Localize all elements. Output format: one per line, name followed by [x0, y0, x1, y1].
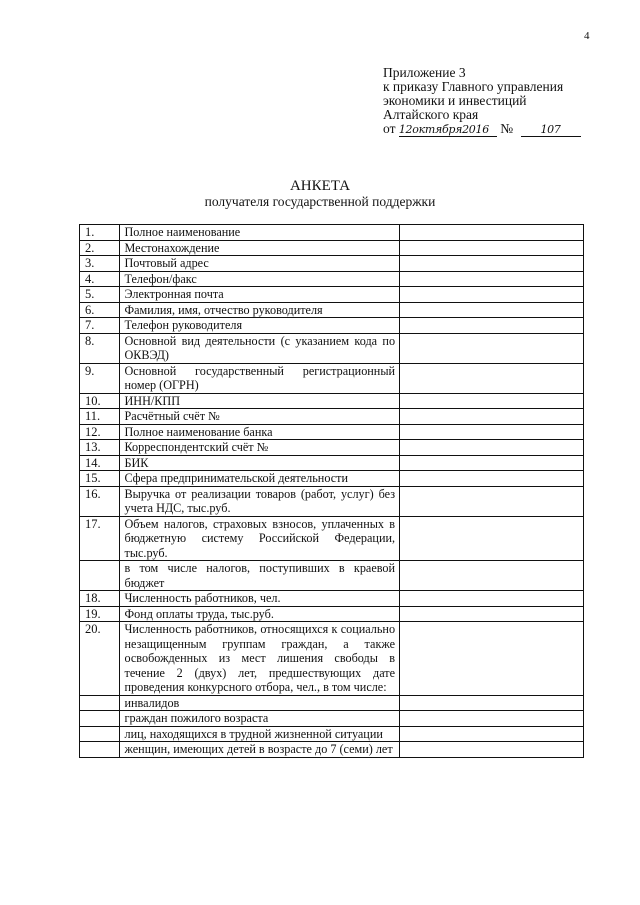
form-row: [80, 287, 584, 303]
form-title: АНКЕТА: [289, 178, 351, 194]
row-number: 8.: [80, 333, 120, 363]
row-number: 13.: [80, 440, 120, 456]
row-number: 12.: [80, 424, 120, 440]
row-label: Численность работников, относящихся к социально незащищенным группам граждан, а также освобожденных из мест лишения свободы в течение 2 (двух) лет, предшествующих дате проведения конкурсного отбора, чел., в том числе:: [119, 622, 400, 696]
row-label: граждан пожилого возраста: [119, 711, 400, 727]
row-value-cell[interactable]: [400, 225, 584, 241]
row-number: [80, 561, 120, 591]
row-value-cell[interactable]: [400, 333, 584, 363]
row-number: 4.: [80, 271, 120, 287]
row-label: Выручка от реализации товаров (работ, услуг) без учета НДС, тыс.руб.: [119, 486, 400, 516]
form-row: [80, 711, 584, 727]
row-number: 16.: [80, 486, 120, 516]
row-number: 1.: [80, 225, 120, 241]
row-label: Телефон/факс: [119, 271, 400, 287]
form-row: [80, 516, 584, 561]
row-value-cell[interactable]: [400, 455, 584, 471]
row-label: Фамилия, имя, отчество руководителя: [119, 302, 400, 318]
row-number: 9.: [80, 363, 120, 393]
form-row: [80, 424, 584, 440]
row-value-cell[interactable]: [400, 695, 584, 711]
row-number: 15.: [80, 471, 120, 487]
row-value-cell[interactable]: [400, 393, 584, 409]
row-value-cell[interactable]: [400, 486, 584, 516]
form-row: [80, 455, 584, 471]
row-label: лиц, находящихся в трудной жизненной ситуации: [119, 726, 400, 742]
form-row: [80, 471, 584, 487]
form-row: [80, 225, 584, 241]
row-number: 20.: [80, 622, 120, 696]
row-value-cell[interactable]: [400, 606, 584, 622]
form-row: [80, 409, 584, 425]
row-label: Полное наименование банка: [119, 424, 400, 440]
form-row: [80, 695, 584, 711]
row-value-cell[interactable]: [400, 561, 584, 591]
row-value-cell[interactable]: [400, 240, 584, 256]
form-row: [80, 271, 584, 287]
row-value-cell[interactable]: [400, 516, 584, 561]
order-date-line: [383, 122, 581, 137]
row-label: в том числе налогов, поступивших в краевой бюджет: [119, 561, 400, 591]
form-row: [80, 318, 584, 334]
form-subtitle: получателя государственной поддержки: [204, 194, 436, 209]
form-row: [80, 440, 584, 456]
form-row: [80, 622, 584, 696]
row-label: Почтовый адрес: [119, 256, 400, 272]
row-value-cell[interactable]: [400, 424, 584, 440]
form-row: [80, 742, 584, 758]
row-value-cell[interactable]: [400, 742, 584, 758]
row-label: ИНН/КПП: [119, 393, 400, 409]
form-row: [80, 606, 584, 622]
form-row: [80, 393, 584, 409]
form-row: [80, 561, 584, 591]
row-number: 10.: [80, 393, 120, 409]
row-number: 5.: [80, 287, 120, 303]
form-row: [80, 240, 584, 256]
row-label: инвалидов: [119, 695, 400, 711]
row-number: 3.: [80, 256, 120, 272]
row-value-cell[interactable]: [400, 363, 584, 393]
row-value-cell[interactable]: [400, 287, 584, 303]
form-row: [80, 256, 584, 272]
row-number: [80, 726, 120, 742]
row-value-cell[interactable]: [400, 622, 584, 696]
row-label: Расчётный счёт №: [119, 409, 400, 425]
form-row: [80, 726, 584, 742]
row-value-cell[interactable]: [400, 409, 584, 425]
appendix-line: Приложение 3: [383, 65, 466, 80]
row-number: 18.: [80, 591, 120, 607]
row-value-cell[interactable]: [400, 318, 584, 334]
row-label: Сфера предпринимательской деятельности: [119, 471, 400, 487]
form-row: [80, 486, 584, 516]
row-number: 6.: [80, 302, 120, 318]
appendix-line: Алтайского края: [383, 107, 479, 122]
form-row: [80, 591, 584, 607]
row-value-cell[interactable]: [400, 256, 584, 272]
row-value-cell[interactable]: [400, 711, 584, 727]
from-label: от: [383, 121, 396, 136]
row-number: [80, 711, 120, 727]
row-value-cell[interactable]: [400, 271, 584, 287]
appendix-line: экономики и инвестиций: [383, 93, 527, 108]
row-label: Основной государственный регистрационный номер (ОГРН): [119, 363, 400, 393]
row-value-cell[interactable]: [400, 726, 584, 742]
handwritten-date: 12октября2016: [399, 124, 497, 137]
row-label: Фонд оплаты труда, тыс.руб.: [119, 606, 400, 622]
appendix-header: [383, 66, 581, 137]
row-label: Объем налогов, страховых взносов, уплаченных в бюджетную систему Российской Федерации, тыс.руб.: [119, 516, 400, 561]
row-label: Полное наименование: [119, 225, 400, 241]
row-number: 7.: [80, 318, 120, 334]
row-number: 2.: [80, 240, 120, 256]
row-label: женщин, имеющих детей в возрасте до 7 (семи) лет: [119, 742, 400, 758]
questionnaire-table: [79, 224, 584, 758]
row-value-cell[interactable]: [400, 471, 584, 487]
row-value-cell[interactable]: [400, 440, 584, 456]
form-row: [80, 363, 584, 393]
row-number: [80, 695, 120, 711]
row-label: Местонахождение: [119, 240, 400, 256]
row-label: Основной вид деятельности (с указанием кода по ОКВЭД): [119, 333, 400, 363]
row-value-cell[interactable]: [400, 591, 584, 607]
row-number: [80, 742, 120, 758]
row-label: Электронная почта: [119, 287, 400, 303]
row-label: Телефон руководителя: [119, 318, 400, 334]
row-number: 11.: [80, 409, 120, 425]
page-number: 4: [584, 30, 590, 42]
handwritten-number: 107: [521, 124, 581, 137]
form-row: [80, 333, 584, 363]
form-row: [80, 302, 584, 318]
row-number: 14.: [80, 455, 120, 471]
row-number: 19.: [80, 606, 120, 622]
row-label: БИК: [119, 455, 400, 471]
number-label: №: [500, 121, 514, 136]
appendix-line: к приказу Главного управления: [383, 79, 564, 94]
row-label: Численность работников, чел.: [119, 591, 400, 607]
row-value-cell[interactable]: [400, 302, 584, 318]
row-label: Корреспондентский счёт №: [119, 440, 400, 456]
row-number: 17.: [80, 516, 120, 561]
